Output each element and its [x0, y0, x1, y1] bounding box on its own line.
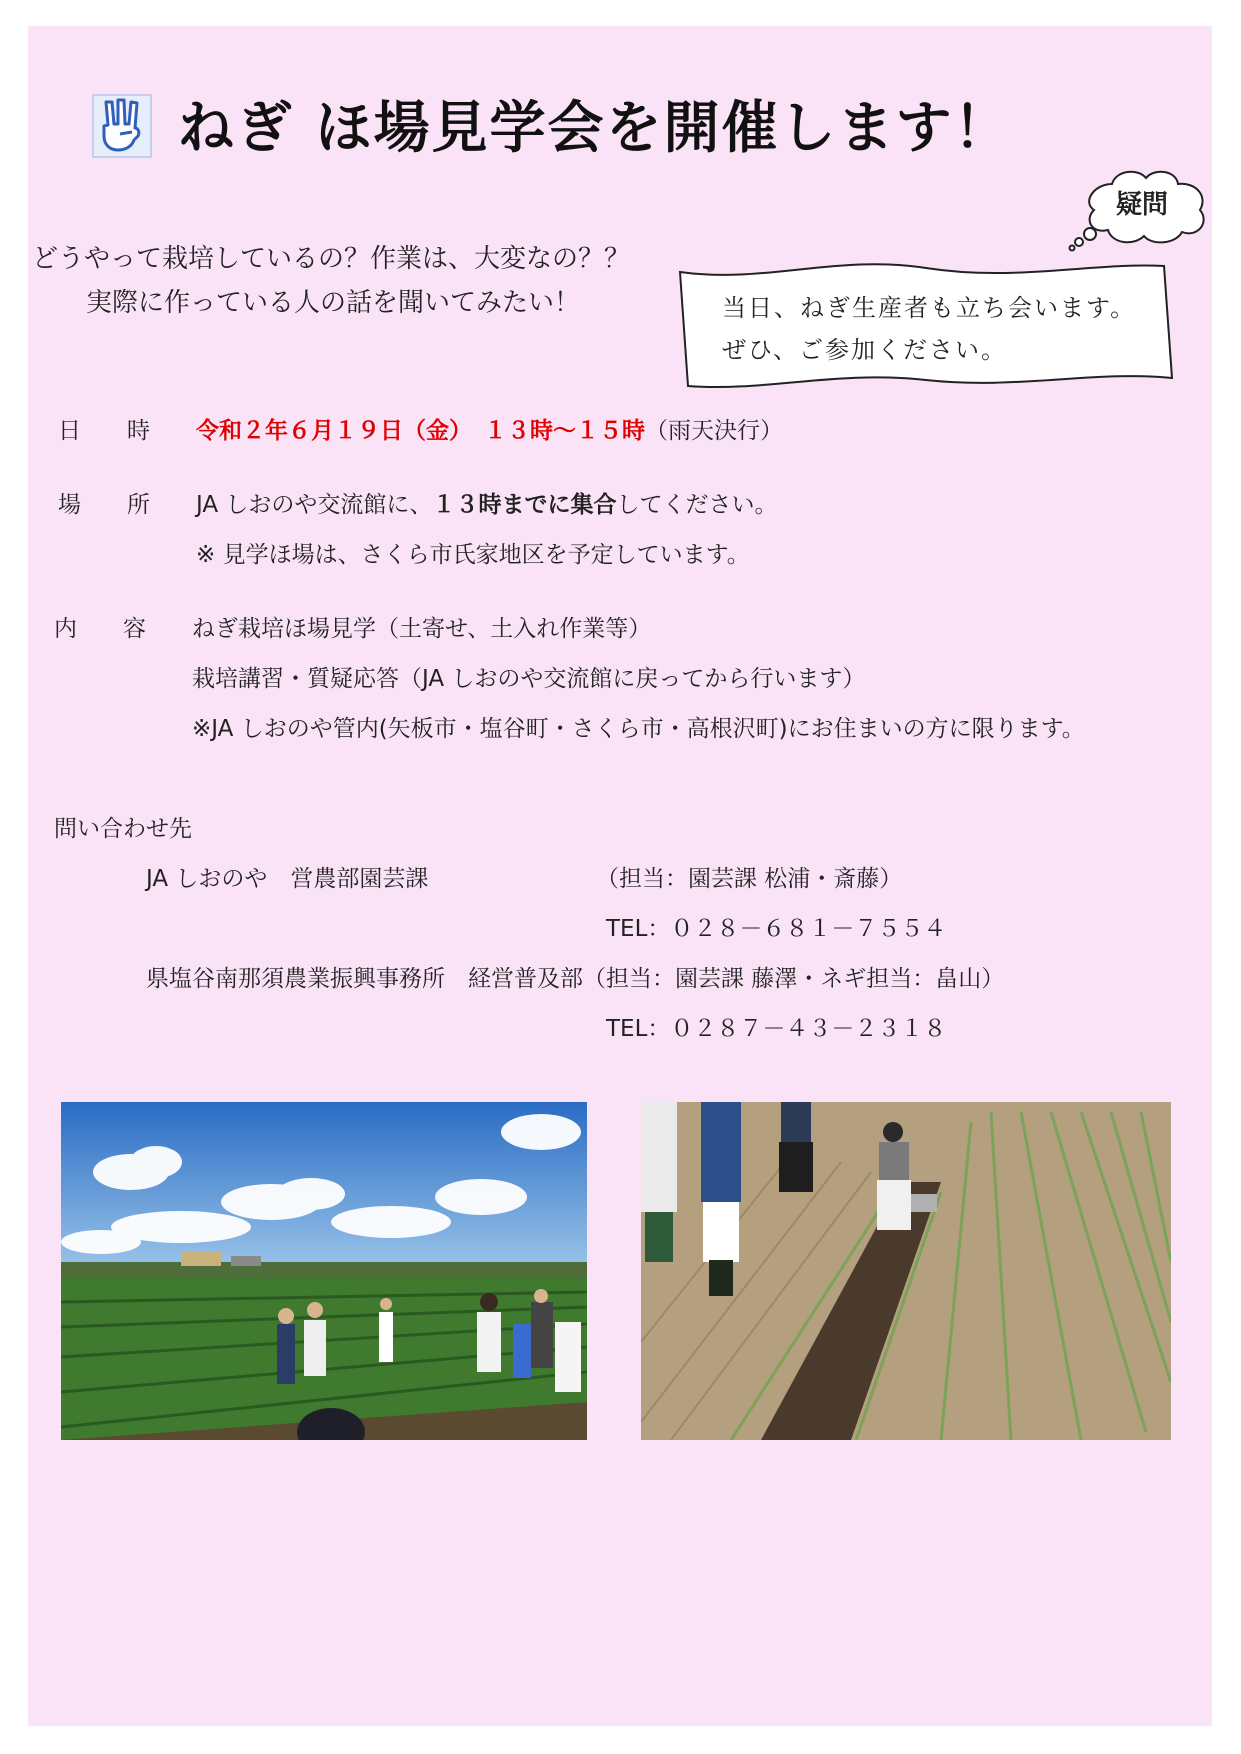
place-label-1: 場	[58, 492, 81, 518]
place-value	[196, 486, 777, 519]
event-date: 令和２年６月１９日（金）	[196, 418, 472, 444]
place-suffix: してください。	[616, 492, 778, 518]
hand-three-fingers-icon	[92, 94, 152, 158]
wavy-banner	[676, 258, 1176, 394]
place-label-2: 所	[127, 492, 150, 518]
content-label-2: 容	[123, 616, 146, 642]
bubble-text: 疑問	[1116, 190, 1169, 220]
datetime-label-2: 時	[127, 418, 150, 444]
event-time: １３時～１５時	[484, 418, 645, 444]
contact-org-1-tel: TEL：０２８－６８１－７５５４	[606, 916, 947, 942]
banner-line-1: 当日、ねぎ生産者も立ち会います。	[722, 294, 1137, 322]
contact-org-1-person: （担当：園芸課 松浦・斎藤）	[596, 866, 903, 892]
content-label-1: 内	[54, 616, 77, 642]
datetime-label-1: 日	[58, 418, 81, 444]
datetime-value	[196, 412, 783, 445]
contact-org-2: 県塩谷南那須農業振興事務所 経営普及部（担当：園芸課 藤澤・ネギ担当：畠山）	[146, 966, 1005, 992]
banner-line-2: ぜひ、ご参加ください。	[722, 336, 1008, 364]
content-line-3: ※JA しおのや管内(矢板市・塩谷町・さくら市・高根沢町)にお住まいの方に限ります。	[192, 716, 1085, 742]
field-visit-photo	[61, 1102, 587, 1440]
content-line-1: ねぎ栽培ほ場見学（土寄せ、土入れ作業等）	[192, 616, 652, 642]
contact-org-2-tel: TEL：０２８７－４３－２３１８	[606, 1016, 947, 1042]
page-title: ねぎ ほ場見学会を開催します！	[178, 96, 1012, 161]
contact-org-1: JA しおのや 営農部園芸課	[146, 866, 429, 892]
place-note: ※ 見学ほ場は、さくら市氏家地区を予定しています。	[196, 542, 750, 568]
question-line-1: どうやって栽培しているの？作業は、大変なの？？	[32, 244, 631, 274]
place-prefix: JA しおのや交流館に、	[196, 492, 433, 518]
question-line-2: 実際に作っている人の話を聞いてみたい！	[86, 288, 581, 318]
contact-heading: 問い合わせ先	[54, 816, 192, 842]
content-line-2: 栽培講習・質疑応答（JA しおのや交流館に戻ってから行います）	[192, 666, 866, 692]
rain-note: （雨天決行）	[645, 418, 783, 444]
tilling-work-photo	[641, 1102, 1171, 1440]
gather-time: １３時までに集合	[432, 492, 617, 518]
